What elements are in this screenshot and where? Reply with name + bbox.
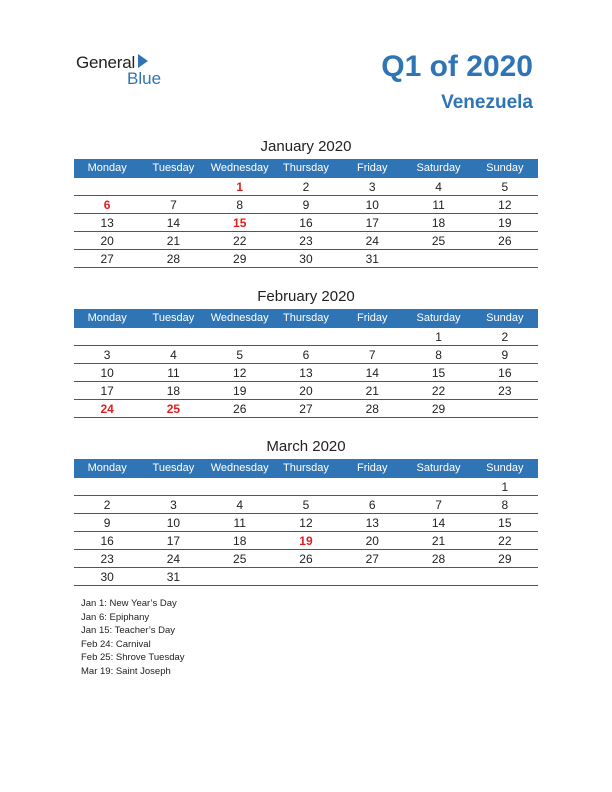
weekday-label: Monday [87, 312, 127, 324]
day-cell: 18 [233, 534, 247, 548]
day-cell: 8 [236, 198, 244, 212]
day-cell: 11 [167, 366, 180, 380]
calendar-grid [74, 478, 538, 586]
day-cell: 17 [365, 216, 379, 230]
day-cell: 9 [501, 348, 509, 362]
day-cell: 20 [365, 534, 379, 548]
month-title: February 2020 [257, 288, 355, 305]
weekday-label: Wednesday [210, 162, 269, 174]
day-cell [207, 328, 273, 345]
day-cell: 23 [299, 234, 313, 248]
day-cell: 13 [299, 366, 313, 380]
day-cell [140, 178, 206, 195]
week-row [74, 232, 538, 250]
day-cell [472, 250, 538, 267]
month-title: March 2020 [266, 438, 346, 455]
week-row [74, 196, 538, 214]
week-row [74, 382, 538, 400]
day-cell: 3 [170, 498, 177, 512]
weekday-label: Saturday [416, 312, 461, 324]
holiday-day-cell: 15 [233, 216, 247, 230]
day-cell: 22 [431, 384, 446, 398]
day-cell [207, 568, 273, 585]
day-cell: 20 [299, 384, 313, 398]
logo-blue-text: Blue [127, 69, 162, 88]
day-cell: 16 [498, 366, 512, 380]
day-cell: 29 [498, 552, 512, 566]
day-cell [339, 568, 405, 585]
generalblue-logo [76, 52, 176, 88]
day-cell: 19 [233, 384, 247, 398]
day-cell: 15 [431, 366, 446, 380]
calendar-grid [74, 328, 538, 418]
weekday-label: Sunday [486, 162, 524, 174]
day-cell: 22 [233, 234, 247, 248]
day-cell: 10 [166, 516, 181, 530]
week-row [74, 568, 538, 586]
day-cell: 27 [299, 402, 313, 416]
day-cell: 26 [498, 234, 512, 248]
day-cell: 29 [233, 252, 247, 266]
day-cell: 30 [100, 570, 114, 584]
day-cell: 13 [365, 516, 379, 530]
day-cell [273, 478, 339, 495]
day-cell: 7 [435, 498, 442, 512]
day-cell: 7 [170, 198, 177, 212]
day-cell: 26 [233, 402, 247, 416]
calendar-grid [74, 178, 538, 268]
holiday-note: Mar 19: Saint Joseph [81, 665, 171, 677]
day-cell: 3 [368, 180, 376, 194]
day-cell: 25 [431, 234, 446, 248]
holiday-day-cell: 25 [166, 402, 181, 416]
logo-triangle-icon [138, 54, 148, 68]
week-row [74, 214, 538, 232]
day-cell: 21 [431, 534, 446, 548]
day-cell: 12 [233, 366, 247, 380]
day-cell: 11 [432, 198, 445, 212]
month-january [74, 136, 538, 268]
weekday-label: Tuesday [152, 312, 195, 324]
day-cell: 2 [302, 180, 310, 194]
weekday-label: Saturday [416, 162, 461, 174]
day-cell: 14 [431, 516, 446, 530]
day-cell: 16 [100, 534, 114, 548]
weekday-header [74, 159, 538, 178]
day-cell: 2 [501, 330, 509, 344]
day-cell: 5 [302, 498, 310, 512]
weekday-header [74, 459, 538, 478]
weekday-label: Friday [356, 462, 388, 474]
day-cell: 15 [498, 516, 512, 530]
day-cell [472, 568, 538, 585]
day-cell [140, 328, 206, 345]
logo-general-text: General [76, 53, 136, 72]
weekday-label: Friday [356, 312, 388, 324]
day-cell: 9 [302, 198, 310, 212]
day-cell: 4 [236, 498, 244, 512]
day-cell: 28 [166, 252, 181, 266]
holiday-note: Jan 15: Teacher’s Day [81, 625, 176, 637]
day-cell: 31 [365, 252, 379, 266]
holiday-day-cell: 1 [236, 180, 244, 194]
day-cell: 27 [365, 552, 379, 566]
day-cell: 12 [299, 516, 313, 530]
day-cell [273, 328, 339, 345]
week-row [74, 346, 538, 364]
weekday-label: Thursday [283, 162, 329, 174]
day-cell [472, 400, 538, 417]
day-cell: 27 [100, 252, 114, 266]
week-row [74, 532, 538, 550]
day-cell [405, 478, 471, 495]
day-cell: 21 [365, 384, 379, 398]
day-cell: 6 [368, 498, 376, 512]
day-cell: 14 [365, 366, 379, 380]
day-cell [339, 478, 405, 495]
day-cell [74, 178, 140, 195]
week-row [74, 478, 538, 496]
day-cell: 20 [100, 234, 114, 248]
day-cell: 17 [100, 384, 114, 398]
weekday-label: Monday [87, 462, 127, 474]
day-cell: 25 [233, 552, 247, 566]
country-name: Venezuela [441, 92, 533, 113]
day-cell: 28 [431, 552, 446, 566]
day-cell: 4 [170, 348, 177, 362]
day-cell: 7 [368, 348, 376, 362]
weekday-label: Thursday [283, 462, 329, 474]
day-cell: 1 [435, 330, 442, 344]
week-row [74, 178, 538, 196]
day-cell: 13 [100, 216, 114, 230]
day-cell: 23 [100, 552, 114, 566]
week-row [74, 364, 538, 382]
day-cell: 26 [299, 552, 313, 566]
weekday-label: Sunday [486, 312, 524, 324]
weekday-label: Monday [87, 162, 127, 174]
day-cell: 29 [431, 402, 446, 416]
day-cell: 8 [501, 498, 509, 512]
day-cell: 24 [365, 234, 379, 248]
day-cell: 6 [302, 348, 310, 362]
day-cell: 30 [299, 252, 313, 266]
day-cell: 2 [103, 498, 111, 512]
day-cell [273, 568, 339, 585]
week-row [74, 496, 538, 514]
day-cell: 9 [103, 516, 111, 530]
day-cell [140, 478, 206, 495]
day-cell: 5 [236, 348, 244, 362]
day-cell: 16 [299, 216, 313, 230]
day-cell: 18 [166, 384, 181, 398]
day-cell: 12 [498, 198, 512, 212]
weekday-label: Friday [356, 162, 388, 174]
day-cell [339, 328, 405, 345]
day-cell: 22 [498, 534, 512, 548]
week-row [74, 550, 538, 568]
week-row [74, 514, 538, 532]
week-row [74, 328, 538, 346]
weekday-header [74, 309, 538, 328]
month-february [74, 286, 538, 418]
weekday-label: Wednesday [210, 462, 269, 474]
day-cell: 3 [103, 348, 111, 362]
day-cell: 21 [166, 234, 181, 248]
holiday-note: Feb 25: Shrove Tuesday [81, 652, 185, 664]
week-row [74, 250, 538, 268]
day-cell: 17 [166, 534, 181, 548]
holiday-note: Feb 24: Carnival [81, 638, 151, 650]
day-cell: 18 [431, 216, 446, 230]
day-cell: 11 [233, 516, 246, 530]
holiday-day-cell: 6 [103, 198, 111, 212]
day-cell: 5 [501, 180, 509, 194]
holiday-day-cell: 19 [299, 534, 313, 548]
week-row [74, 400, 538, 418]
holiday-day-cell: 24 [100, 402, 114, 416]
day-cell: 4 [435, 180, 442, 194]
day-cell [207, 478, 273, 495]
weekday-label: Sunday [486, 462, 524, 474]
day-cell [74, 328, 140, 345]
weekday-label: Tuesday [152, 462, 195, 474]
weekday-label: Wednesday [210, 312, 269, 324]
page-title: Q1 of 2020 [381, 50, 533, 83]
weekday-label: Saturday [416, 462, 461, 474]
day-cell [405, 250, 471, 267]
day-cell: 24 [166, 552, 181, 566]
holiday-note: Jan 6: Epiphany [81, 611, 150, 623]
day-cell [74, 478, 140, 495]
day-cell: 28 [365, 402, 379, 416]
holiday-list [81, 597, 185, 679]
weekday-label: Tuesday [152, 162, 195, 174]
day-cell: 8 [435, 348, 442, 362]
weekday-label: Thursday [283, 312, 329, 324]
day-cell: 10 [365, 198, 379, 212]
day-cell: 10 [100, 366, 114, 380]
day-cell: 14 [166, 216, 181, 230]
month-march [74, 436, 538, 586]
day-cell: 1 [501, 480, 509, 494]
month-title: January 2020 [260, 138, 352, 155]
day-cell: 23 [498, 384, 512, 398]
day-cell [405, 568, 471, 585]
day-cell: 31 [166, 570, 181, 584]
day-cell: 19 [498, 216, 512, 230]
holiday-note: Jan 1: New Year’s Day [81, 598, 177, 609]
